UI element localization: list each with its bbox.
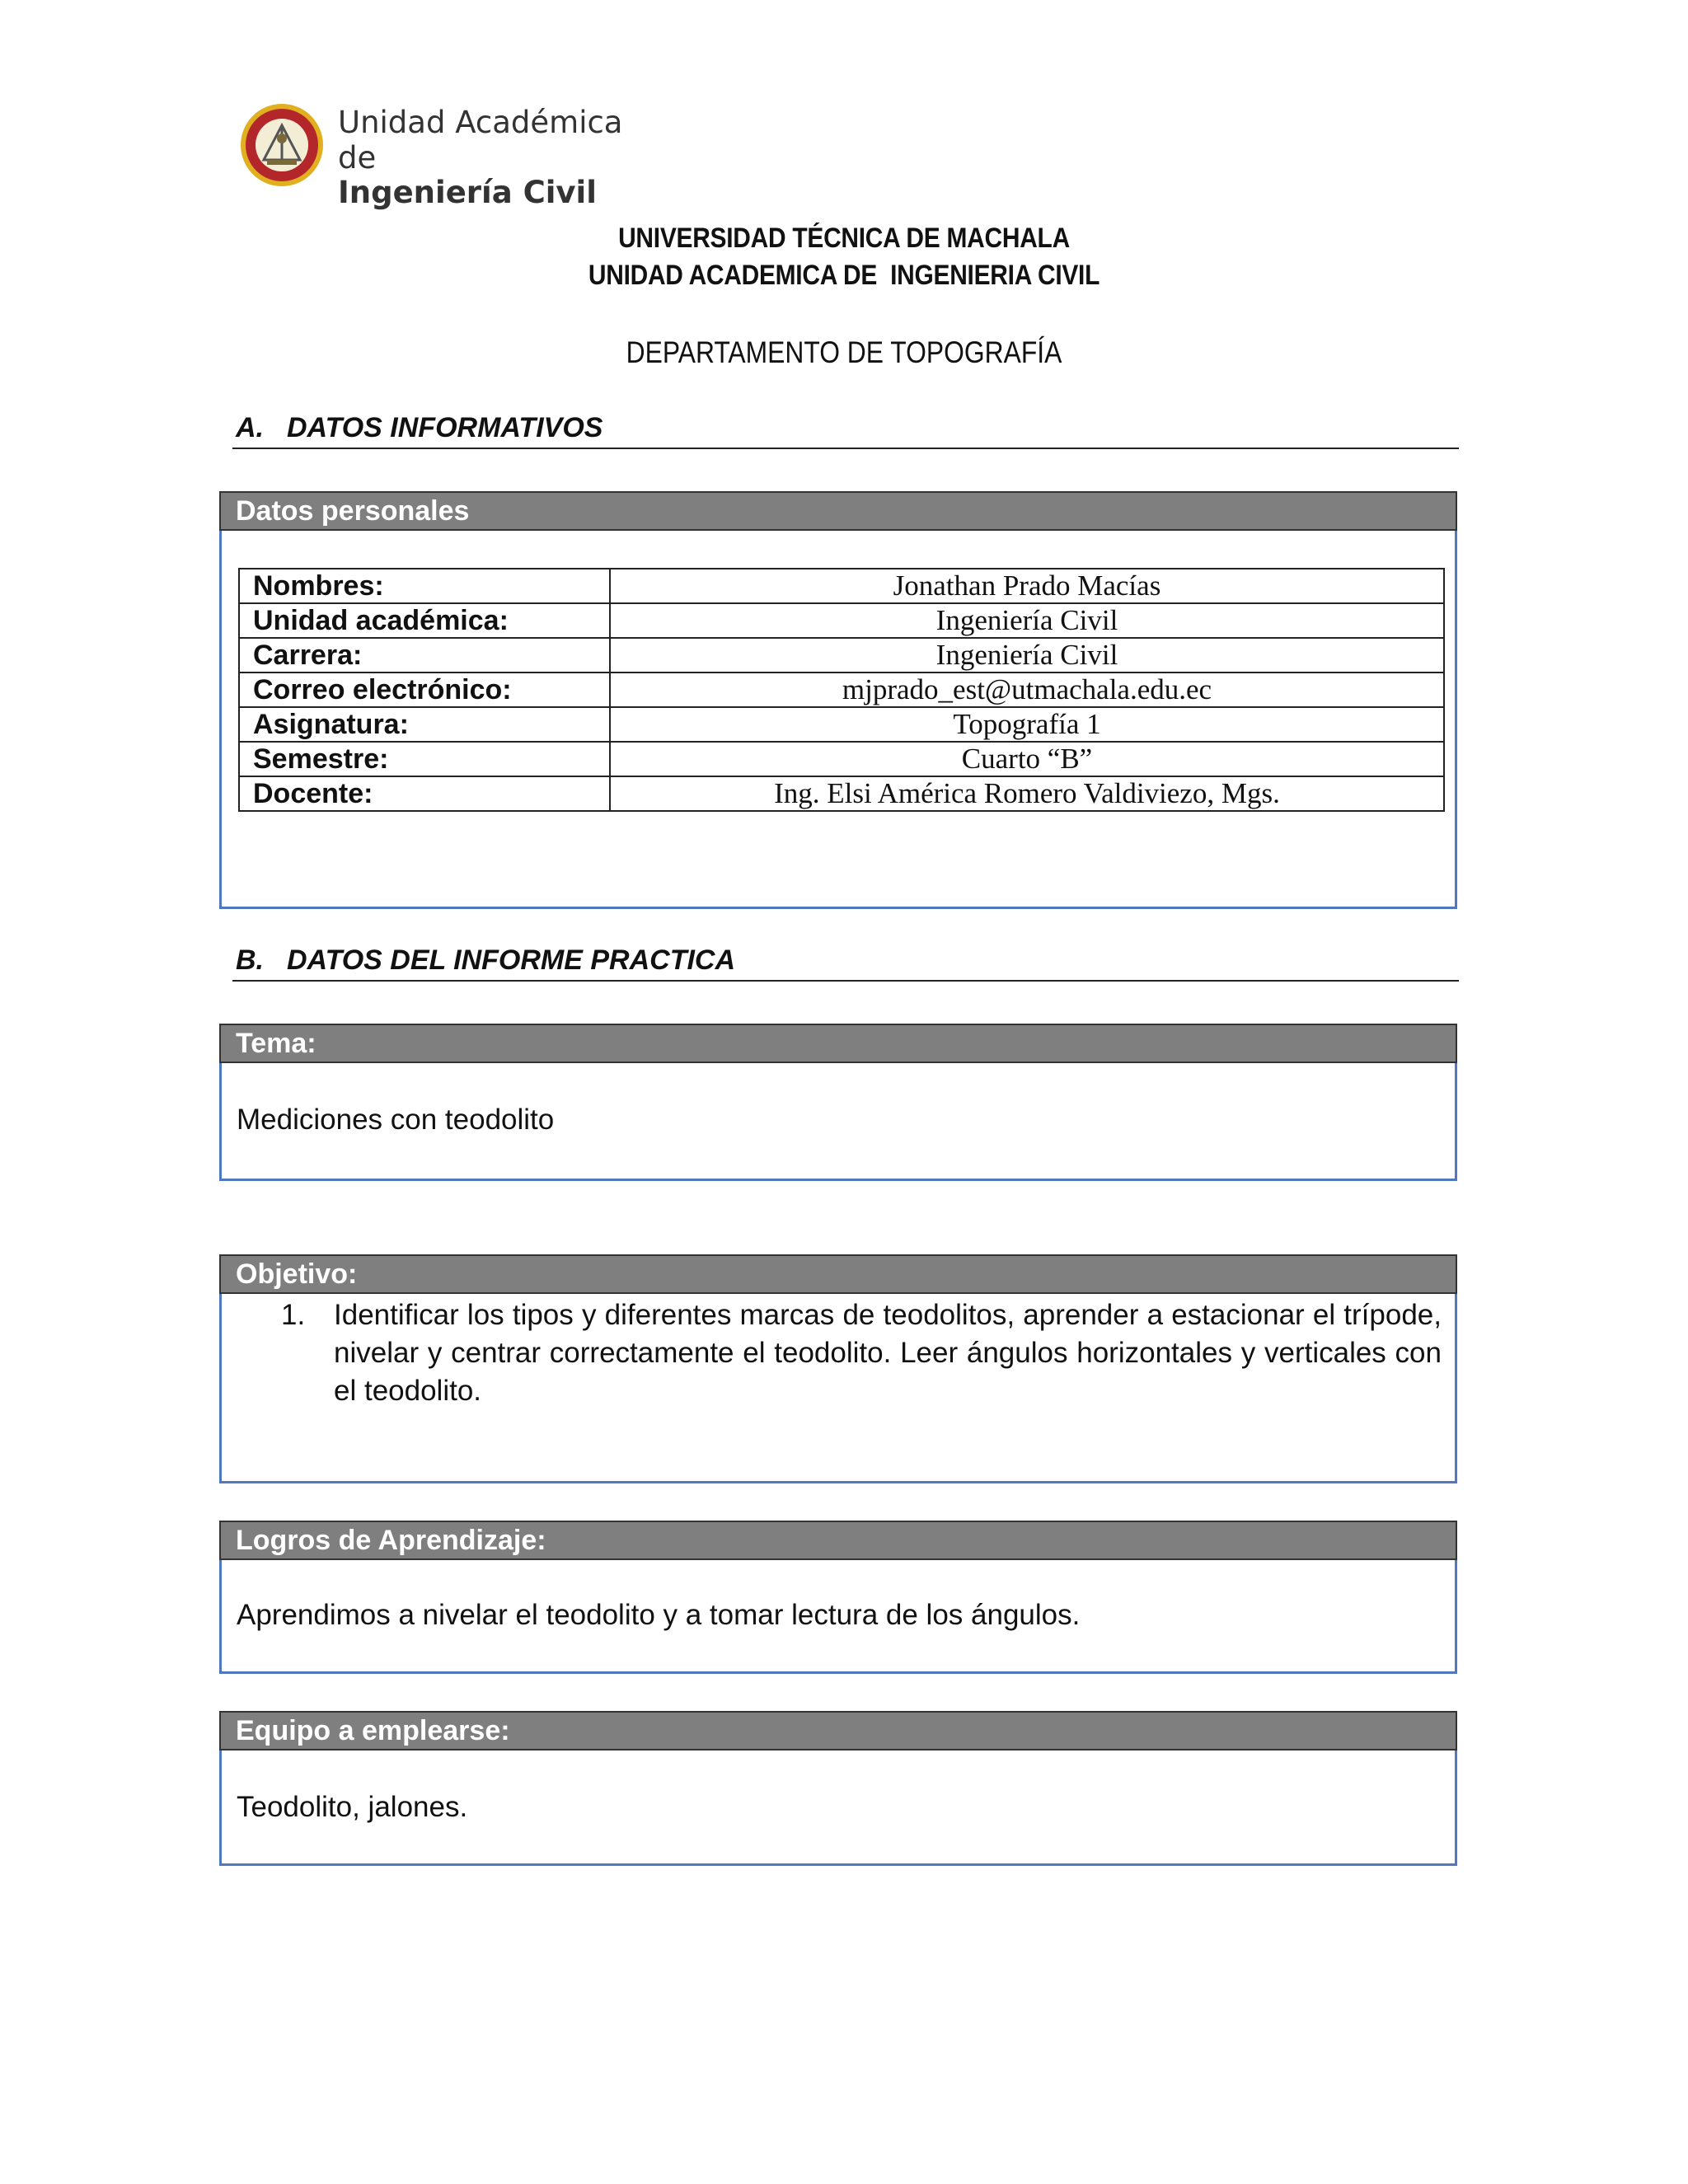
row-label: Semestre: (239, 742, 610, 776)
row-value: mjprado_est@utmachala.edu.ec (610, 673, 1444, 707)
objetivo-text: Identificar los tipos y diferentes marcas de teodolitos, aprender a estacionar el trípode, nivelar y centrar correctamente el teodolito. Leer ángulos horizontales y verticales con el teodolito. (334, 1299, 1442, 1407)
faculty-seal-icon (239, 102, 325, 188)
tema-header: Tema: (219, 1024, 1457, 1063)
row-label: Unidad académica: (239, 603, 610, 638)
section-a-title: DATOS INFORMATIVOS (287, 412, 603, 443)
section-a-letter: A. (236, 412, 264, 443)
objetivo-list (281, 1296, 1442, 1410)
university-title: UNIVERSIDAD TÉCNICA DE MACHALA (618, 223, 1070, 254)
table-row (239, 638, 1444, 673)
personal-data-header: Datos personales (219, 491, 1457, 531)
section-b-letter: B. (236, 944, 264, 976)
unit-title: UNIDAD ACADEMICA DE INGENIERIA CIVIL (588, 260, 1100, 291)
table-row (239, 603, 1444, 638)
objetivo-box (219, 1254, 1457, 1483)
row-value: Ingeniería Civil (610, 638, 1444, 673)
logros-text: Aprendimos a nivelar el teodolito y a tomar lectura de los ángulos. (237, 1599, 1081, 1631)
row-value: Ingeniería Civil (610, 603, 1444, 638)
tema-box (219, 1024, 1457, 1181)
logros-header: Logros de Aprendizaje: (219, 1521, 1457, 1560)
table-row (239, 673, 1444, 707)
row-value: Ing. Elsi América Romero Valdiviezo, Mgs. (610, 776, 1444, 811)
row-label: Asignatura: (239, 707, 610, 742)
row-value: Jonathan Prado Macías (610, 569, 1444, 603)
row-value: Topografía 1 (610, 707, 1444, 742)
table-row (239, 742, 1444, 776)
section-b-heading (232, 944, 1459, 982)
personal-data-table (238, 568, 1445, 812)
objetivo-header: Objetivo: (219, 1254, 1457, 1294)
personal-data-box (219, 491, 1457, 909)
row-label: Nombres: (239, 569, 610, 603)
logo-line-1: Unidad Académica de (338, 105, 623, 176)
equipo-header: Equipo a emplearse: (219, 1711, 1457, 1750)
section-a-heading (232, 412, 1459, 449)
equipo-box (219, 1711, 1457, 1866)
equipo-text: Teodolito, jalones. (237, 1791, 468, 1823)
row-label: Correo electrónico: (239, 673, 610, 707)
department-title: DEPARTAMENTO DE TOPOGRAFÍA (626, 335, 1062, 369)
table-row (239, 776, 1444, 811)
objetivo-number: 1. (281, 1299, 306, 1331)
section-b-title: DATOS DEL INFORME PRACTICA (287, 944, 736, 976)
table-row (239, 707, 1444, 742)
logros-box (219, 1521, 1457, 1674)
row-value: Cuarto “B” (610, 742, 1444, 776)
row-label: Docente: (239, 776, 610, 811)
table-row (239, 569, 1444, 603)
faculty-logo (239, 97, 668, 211)
row-label: Carrera: (239, 638, 610, 673)
logo-line-2: Ingeniería Civil (338, 175, 597, 211)
tema-text: Mediciones con teodolito (237, 1104, 555, 1136)
